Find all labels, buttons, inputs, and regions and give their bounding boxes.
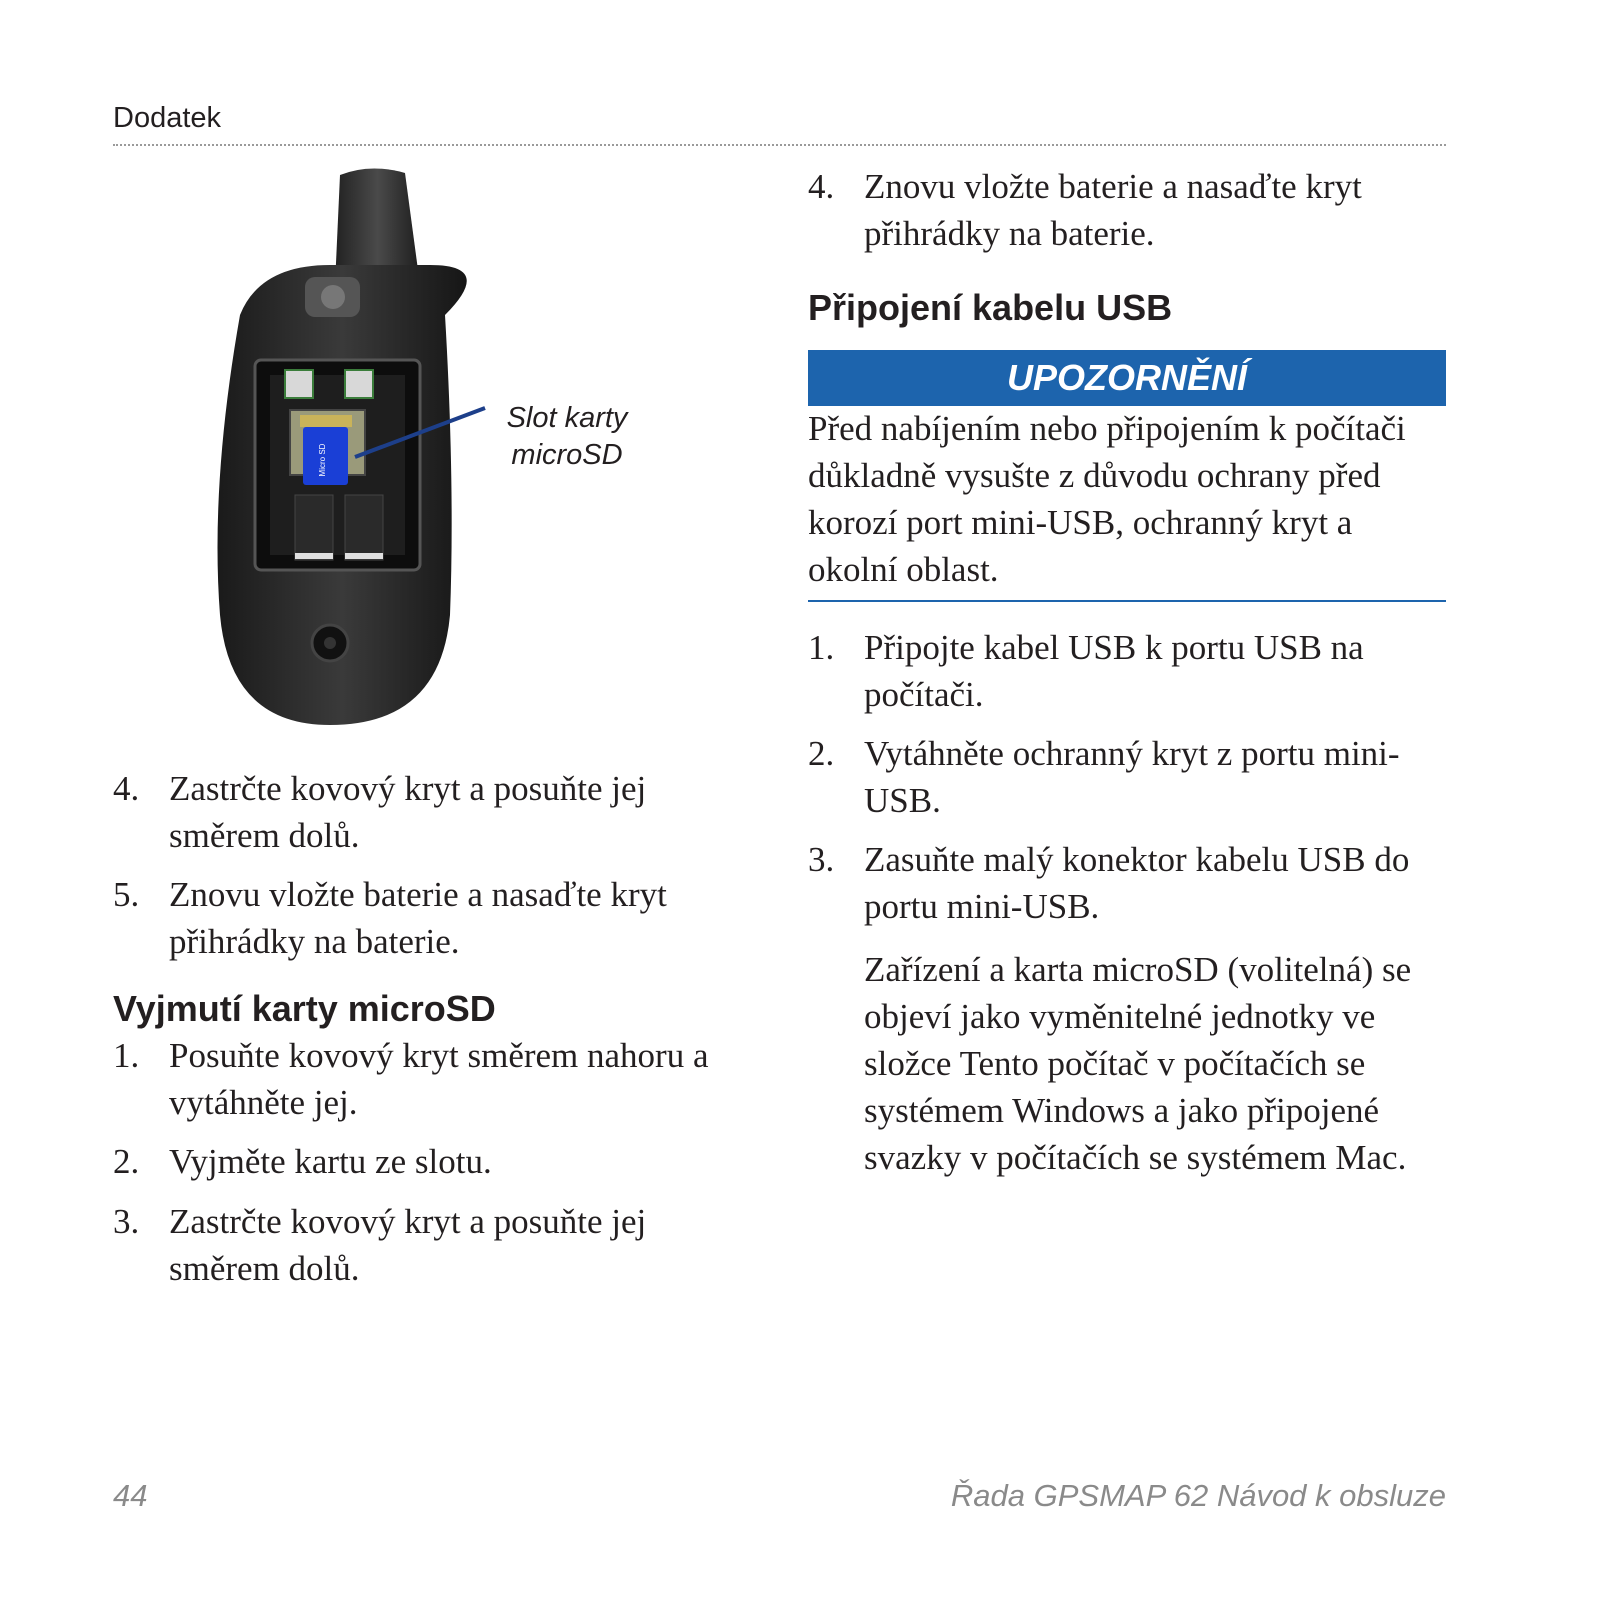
header-divider	[113, 144, 1446, 146]
list-item: 3. Zastrčte kovový kryt a posuňte jej směrem dolů.	[113, 1202, 647, 1288]
page-number: 44	[113, 1478, 148, 1513]
list-item: 1. Posuňte kovový kryt směrem nahoru a vytáhněte jej.	[113, 1036, 709, 1122]
figure-callout: Slot karty microSD	[506, 402, 628, 471]
list-item: 4. Znovu vložte baterie a nasaďte kryt přihrádky na baterie.	[808, 167, 1362, 253]
result-paragraph: Zařízení a karta microSD (volitelná) se objeví jako vyměnitelné jednotky ve složce Tento počítač v počítačích se systémem Windows a jako připojené svazky v počítačích se systémem Mac.	[864, 950, 1412, 1177]
notice-banner: UPOZORNĚNÍ	[808, 350, 1446, 406]
list-item: 2. Vytáhněte ochranný kryt z portu mini-USB.	[808, 734, 1400, 820]
manual-title: Řada GPSMAP 62 Návod k obsluze	[950, 1478, 1446, 1513]
list-item: 4. Zastrčte kovový kryt a posuňte jej směrem dolů.	[113, 769, 647, 855]
section-header: Dodatek	[113, 102, 222, 134]
list-item: 5. Znovu vložte baterie a nasaďte kryt přihrádky na baterie.	[113, 875, 667, 961]
card-label: Micro SD	[318, 443, 327, 477]
notice-text: Před nabíjením nebo připojením k počítači důkladně vysušte z důvodu ochrany před korozí port mini-USB, ochranný kryt a okolní oblast.	[808, 409, 1406, 589]
section-heading: Vyjmutí karty microSD	[113, 988, 496, 1029]
list-item: 1. Připojte kabel USB k portu USB na počítači.	[808, 628, 1364, 714]
list-item: 2. Vyjměte kartu ze slotu.	[113, 1142, 492, 1181]
section-heading: Připojení kabelu USB	[808, 287, 1173, 328]
list-item: 3. Zasuňte malý konektor kabelu USB do portu mini-USB.	[808, 840, 1410, 926]
notice-divider	[808, 600, 1446, 602]
